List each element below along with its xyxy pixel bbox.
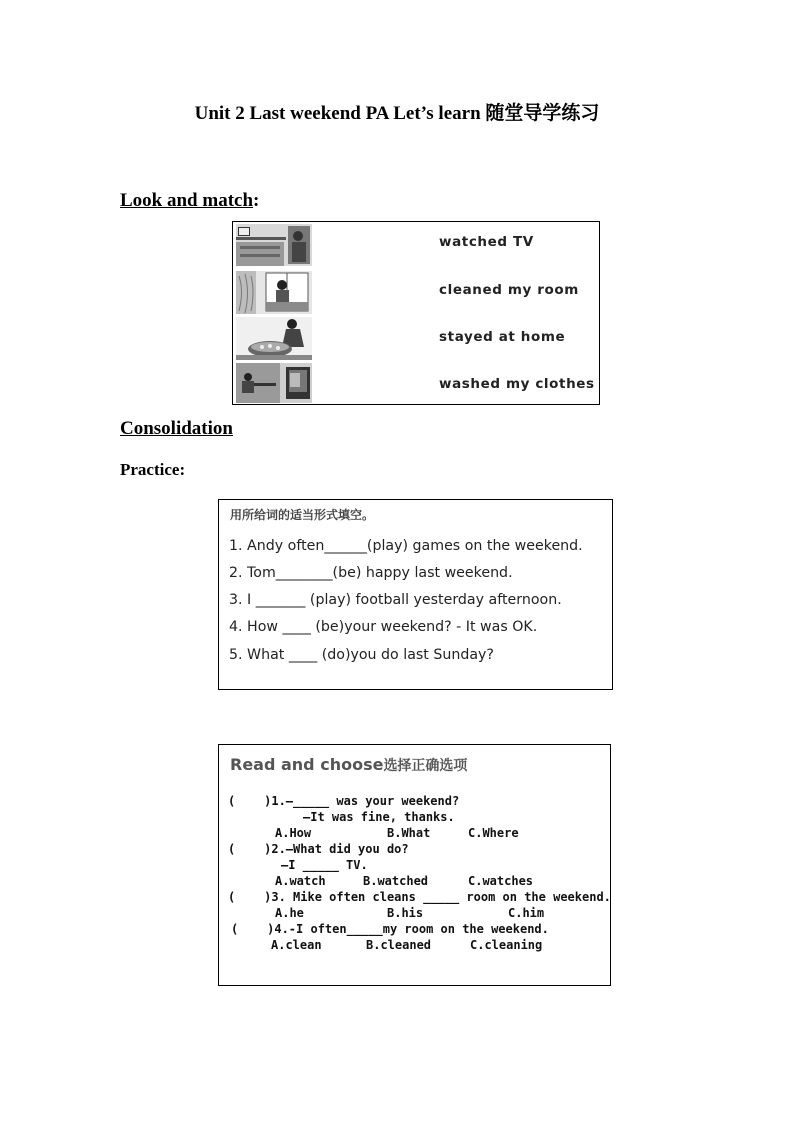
question-1-stem: ( )1.—_____ was your weekend?	[228, 794, 460, 808]
fill-in-item-1: 1. Andy often______(play) games on the weekend.	[229, 538, 583, 554]
fill-in-item-5: 5. What ____ (do)you do last Sunday?	[229, 647, 494, 663]
question-4-option-b: B.cleaned	[366, 938, 432, 952]
question-1-option-b: B.What	[387, 826, 431, 840]
look-and-match-box	[232, 221, 600, 405]
fill-in-instruction: 用所给词的适当形式填空。	[230, 508, 375, 522]
read-and-choose-box	[218, 744, 611, 986]
match-word-3: stayed at home	[439, 329, 566, 345]
watching-tv-picture-icon	[236, 363, 312, 403]
washing-clothes-picture-icon	[236, 317, 312, 360]
practice-label: Practice:	[120, 460, 186, 479]
read-and-choose-title-en: Read and choose	[230, 755, 384, 774]
tv-room-picture-icon	[236, 224, 312, 266]
look-and-match-heading	[120, 190, 259, 212]
match-word-2: cleaned my room	[439, 282, 579, 298]
read-and-choose-title-cn: 选择正确选项	[383, 758, 468, 774]
question-3-stem: ( )3. Mike often cleans _____ room on the weekend.	[228, 890, 611, 904]
question-4-stem: ( )4.-I often_____my room on the weekend.	[231, 922, 549, 936]
look-and-match-heading-text: Look and match	[120, 190, 254, 211]
question-1-option-c: C.Where	[468, 826, 519, 840]
match-word-1: watched TV	[439, 234, 534, 250]
read-and-choose-title	[230, 755, 467, 775]
fill-in-item-4: 4. How ____ (be)your weekend? - It was OK.	[229, 619, 538, 635]
question-3-option-c: C.him	[508, 906, 545, 920]
question-1-sub: —It was fine, thanks.	[303, 810, 455, 824]
consolidation-heading-text: Consolidation	[120, 418, 233, 439]
fill-in-box	[218, 499, 613, 690]
question-2-option-b: B.watched	[363, 874, 429, 888]
fill-in-item-3: 3. I _______ (play) football yesterday afternoon.	[229, 592, 562, 608]
consolidation-heading	[120, 418, 233, 440]
question-3-option-a: A.he	[275, 906, 304, 920]
fill-in-item-2: 2. Tom________(be) happy last weekend.	[229, 565, 513, 581]
question-2-sub: —I _____ TV.	[281, 858, 368, 872]
page-title: Unit 2 Last weekend PA Let’s learn 随堂导学练习	[194, 103, 600, 124]
question-3-option-b: B.his	[387, 906, 424, 920]
question-1-option-a: A.How	[275, 826, 312, 840]
question-2-option-c: C.watches	[468, 874, 534, 888]
heading-colon: :	[253, 190, 260, 211]
question-4-option-c: C.cleaning	[470, 938, 543, 952]
question-2-option-a: A.watch	[275, 874, 326, 888]
match-word-4: washed my clothes	[439, 376, 595, 392]
question-2-stem: ( )2.—What did you do?	[228, 842, 409, 856]
question-4-option-a: A.clean	[271, 938, 322, 952]
window-room-picture-icon	[236, 271, 312, 314]
